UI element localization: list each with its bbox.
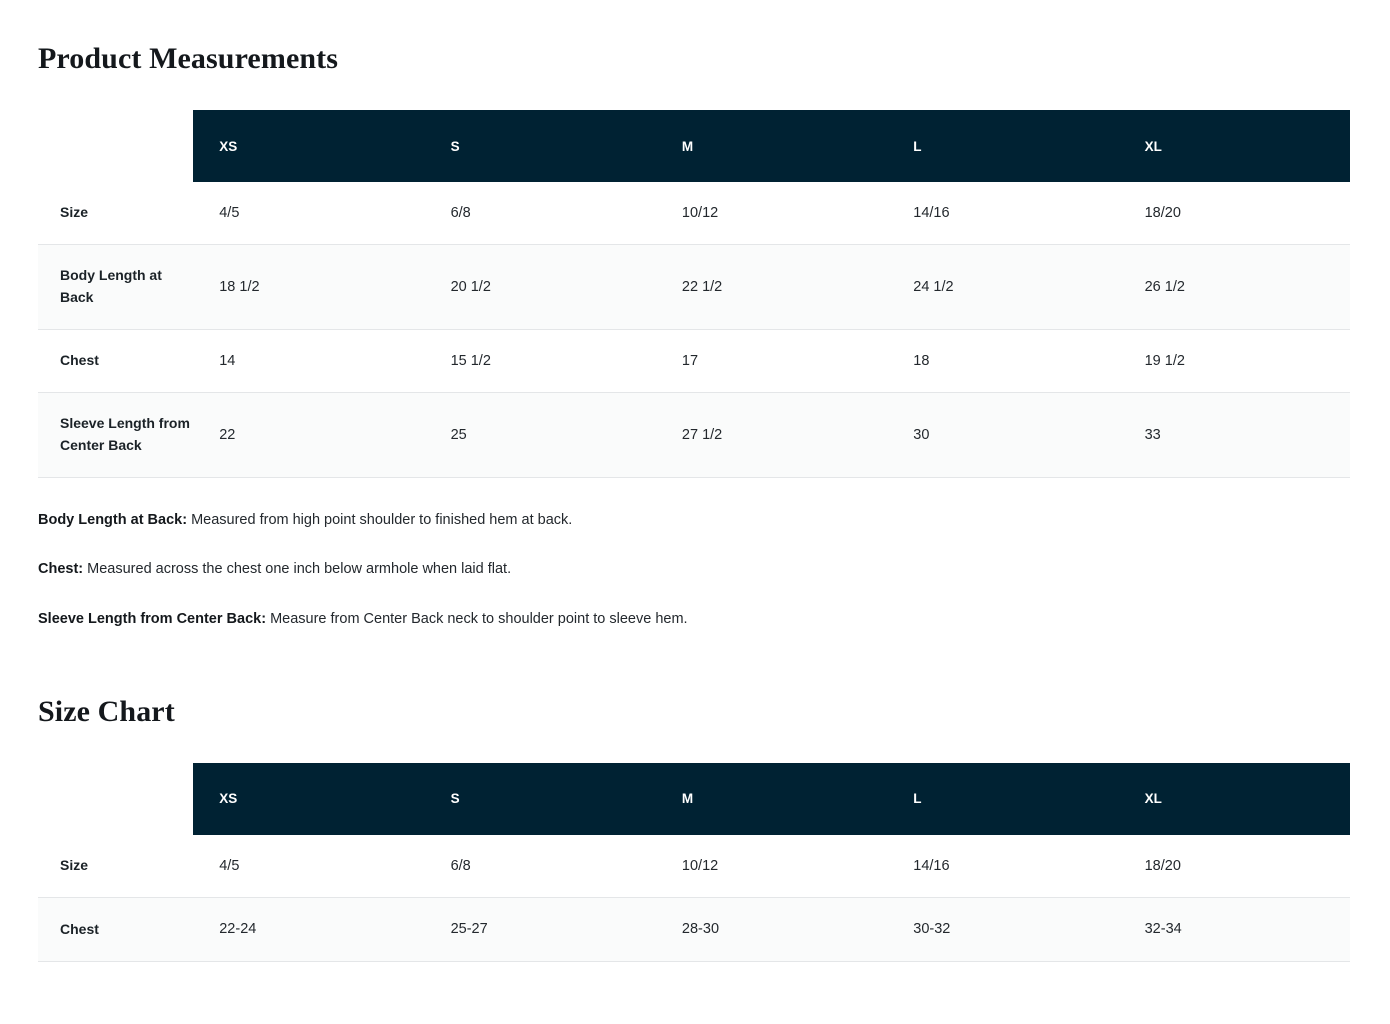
note-term: Chest: [38,561,84,578]
note-term: Sleeve Length from Center Back: [38,611,267,628]
cell-value: 17 [656,329,887,392]
header-cell-xl: XL [1119,763,1350,835]
cell-value: 30 [887,393,1118,477]
row-label: Sleeve Length from Center Back [38,393,193,477]
cell-value: 25-27 [425,898,656,961]
note-text: Measure from Center Back neck to shoulder point to sleeve hem. [266,611,688,628]
cell-value: 30-32 [887,898,1118,961]
cell-value: 4/5 [193,835,424,898]
table-row [38,393,1350,477]
header-cell-m: M [656,763,887,835]
size-chart-table-header [38,763,1350,835]
header-cell-xs: XS [193,763,424,835]
cell-value: 22 1/2 [656,245,887,329]
table-row [38,835,1350,898]
table-row [38,182,1350,245]
header-cell-s: S [425,763,656,835]
cell-value: 14/16 [887,835,1118,898]
cell-value: 25 [425,393,656,477]
table-row [38,898,1350,961]
measurements-table-header [38,110,1350,182]
cell-value: 18 [887,329,1118,392]
header-cell-l: L [887,763,1118,835]
cell-value: 26 1/2 [1119,245,1350,329]
table-header-row [38,110,1350,182]
size-chart-table-body [38,835,1350,961]
size-chart-table [38,763,1350,962]
cell-value: 18 1/2 [193,245,424,329]
row-label: Chest [38,329,193,392]
product-measurements-table [38,110,1350,478]
row-label: Body Length at Back [38,245,193,329]
header-cell-m: M [656,110,887,182]
header-corner-cell [38,110,193,182]
cell-value: 20 1/2 [425,245,656,329]
row-label: Chest [38,898,193,961]
header-cell-xs: XS [193,110,424,182]
header-cell-s: S [425,110,656,182]
table-header-row [38,763,1350,835]
cell-value: 28-30 [656,898,887,961]
cell-value: 4/5 [193,182,424,245]
table-row [38,245,1350,329]
cell-value: 15 1/2 [425,329,656,392]
note-body-length [38,510,1350,532]
cell-value: 14/16 [887,182,1118,245]
note-text: Measured across the chest one inch below armhole when laid flat. [83,561,512,578]
row-label: Size [38,182,193,245]
cell-value: 19 1/2 [1119,329,1350,392]
cell-value: 33 [1119,393,1350,477]
cell-value: 10/12 [656,182,887,245]
table-row [38,329,1350,392]
header-corner-cell [38,763,193,835]
note-text: Measured from high point shoulder to finished hem at back. [187,511,573,528]
header-cell-xl: XL [1119,110,1350,182]
cell-value: 27 1/2 [656,393,887,477]
page-title: Product Measurements [38,42,339,75]
cell-value: 32-34 [1119,898,1350,961]
cell-value: 22 [193,393,424,477]
cell-value: 14 [193,329,424,392]
cell-value: 18/20 [1119,182,1350,245]
header-cell-l: L [887,110,1118,182]
row-label: Size [38,835,193,898]
size-chart-title: Size Chart [38,694,175,728]
cell-value: 18/20 [1119,835,1350,898]
note-chest [38,559,1350,581]
measurement-notes [38,510,1350,631]
cell-value: 6/8 [425,835,656,898]
note-term: Body Length at Back: [38,511,188,528]
measurements-table-body [38,182,1350,477]
cell-value: 6/8 [425,182,656,245]
cell-value: 24 1/2 [887,245,1118,329]
cell-value: 22-24 [193,898,424,961]
note-sleeve-length [38,609,1350,631]
cell-value: 10/12 [656,835,887,898]
